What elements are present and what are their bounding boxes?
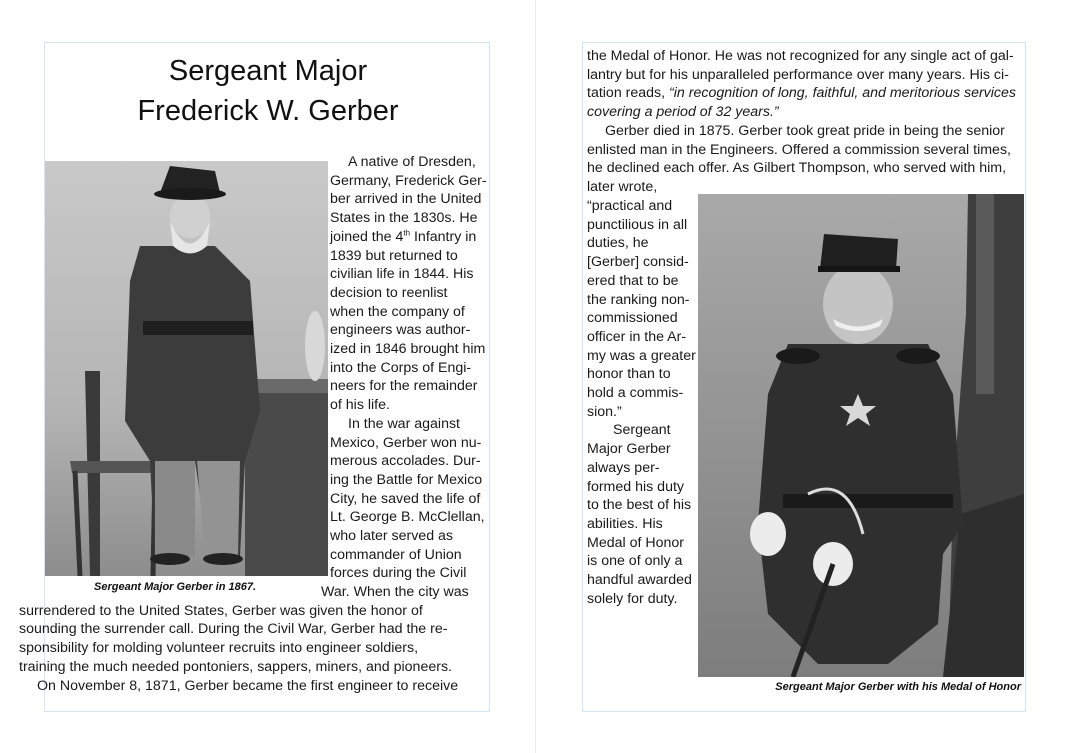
left-page [19,42,490,712]
text-line: the ranking non- [587,291,690,308]
text-line [587,84,1016,103]
text-line: is one of only a [587,553,683,570]
text-line: of his life. [330,397,390,414]
text-line: [Gerber] consid- [587,254,689,271]
text-line: surrendered to the United States, Gerber was given the honor of [19,602,423,619]
title-line-1: Sergeant Major [168,55,368,87]
text-line: Major Gerber [587,441,671,458]
text-line: commissioned [587,310,678,327]
text-line: Medal of Honor [587,534,684,551]
right-top-text [587,47,1016,197]
text-line: officer in the Ar- [587,328,687,345]
page-spread-divider [535,0,536,753]
citation-quote-end: covering a period of 32 years.” [587,104,779,121]
text-line: States in the 1830s. He [330,210,478,227]
left-full-width-text [19,583,489,695]
text-line: 1839 but returned to [330,247,458,264]
text-line: lantry but for his unparalleled performance over many years. His ci- [587,66,1009,83]
text-line: Gerber died in 1875. Gerber took great pride in being the senior [605,122,1005,139]
title-line-2: Frederick W. Gerber [137,95,399,127]
text-line: training the much needed pontoniers, sappers, miners, and pioneers. [19,658,452,675]
text-line: “practical and [587,198,673,214]
text-line: ing the Battle for Mexico [330,471,483,488]
text-line: sion.” [587,403,622,420]
standing-portrait-photo [45,161,328,576]
text-line: honor than to [587,366,671,383]
text-line: ered that to be [587,272,679,289]
left-column-text [330,153,487,583]
text-line: civilian life in 1844. His [330,266,474,283]
text-line: enlisted man in the Engineers. Offered a commission several times, [587,141,1011,158]
text-fragment: joined the 4 [330,228,404,245]
text-line: solely for duty. [587,590,678,607]
text-line: sounding the surrender call. During the Civil War, Gerber had the re- [19,621,448,638]
ordinal-suffix: th [403,228,411,238]
text-line: formed his duty [587,478,684,495]
article-title [45,51,491,131]
text-line: into the Corps of Engi- [330,359,472,376]
text-line: Mexico, Gerber won nu- [330,434,482,451]
text-line: decision to reenlist [330,284,448,301]
left-photo-caption: Sergeant Major Gerber in 1867. [94,581,257,593]
text-line: always per- [587,459,660,476]
right-column-text [587,197,696,608]
text-line: Germany, Frederick Ger- [330,172,487,189]
text-line: Sergeant [613,422,671,439]
text-fragment: Infantry in [410,228,477,245]
text-line: hold a commis- [587,385,684,402]
text-line: the Medal of Honor. He was not recognized for any single act of gal- [587,48,1014,64]
text-line: On November 8, 1871, Gerber became the first engineer to receive [37,677,459,694]
right-photo-caption: Sergeant Major Gerber with his Medal of Honor [775,681,1021,693]
text-line: forces during the Civil [330,565,467,582]
right-page [582,42,1026,712]
text-line: punctilious in all [587,216,688,233]
text-line: abilities. His [587,515,663,532]
text-line: later wrote, [587,178,658,195]
citation-quote: “in recognition of long, faithful, and meritorious services [669,85,1017,102]
text-line: sponsibility for molding volunteer recruits into engineer soldiers, [19,640,419,657]
text-line [330,228,487,247]
text-line: when the company of [330,303,465,320]
seated-portrait-photo [698,194,1024,677]
text-fragment: tation reads, [587,85,670,102]
text-line: to the best of his [587,497,692,514]
text-line: he declined each offer. As Gilbert Thompson, who served with him, [587,160,1007,177]
text-line: ized in 1846 brought him [330,341,486,358]
text-line: In the war against [348,415,460,432]
text-line: neers for the remainder [330,378,478,395]
text-line: ber arrived in the United [330,191,482,208]
text-line: commander of Union [330,546,462,563]
text-line: who later served as [330,528,454,545]
text-line: War. When the city was [321,584,469,600]
text-line: City, he saved the life of [330,490,481,507]
text-line: handful awarded [587,572,692,589]
text-line: engineers was author- [330,322,471,339]
text-line: merous accolades. Dur- [330,453,481,470]
text-line: Lt. George B. McClellan, [330,509,485,526]
text-line: duties, he [587,235,649,252]
text-line: A native of Dresden, [348,154,476,170]
text-line: my was a greater [587,347,696,364]
